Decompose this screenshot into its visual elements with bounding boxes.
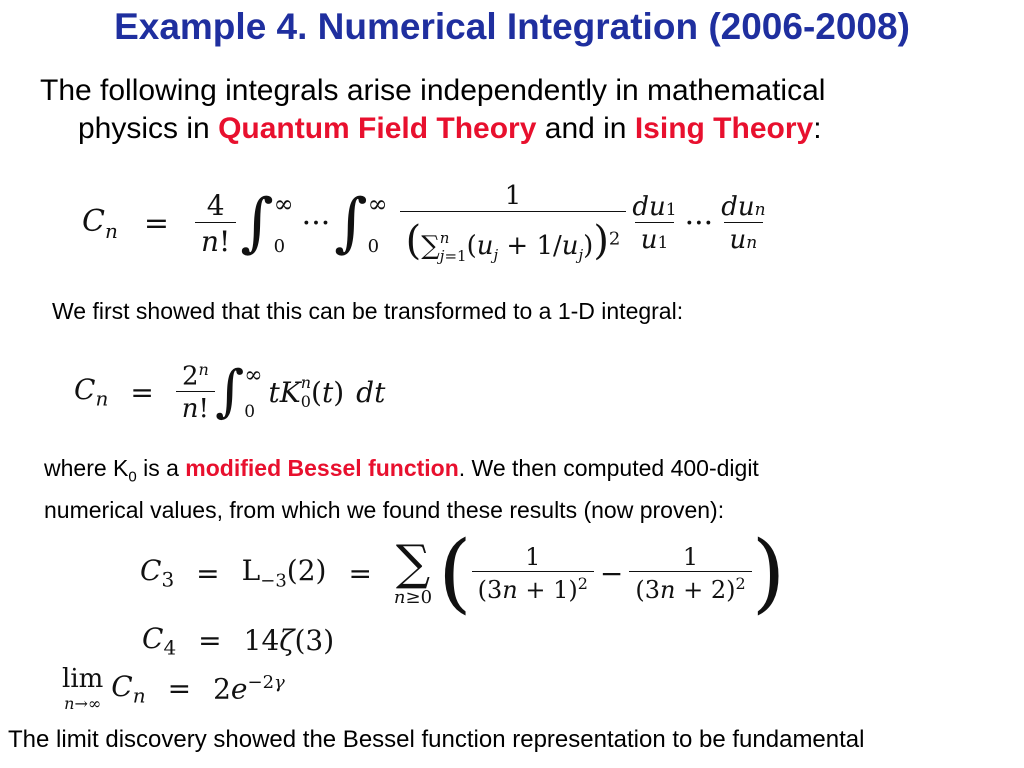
slide-title: Example 4. Numerical Integration (2006-2008) [114, 6, 910, 47]
equation-c4: $C_4$ = 14ζ(3) [142, 622, 335, 660]
footer-statement: The limit discovery showed the Bessel function representation to be fundamental [8, 726, 865, 753]
transform-note: We first showed that this can be transformed to a 1-D integral: [52, 298, 684, 324]
intro-paragraph [40, 72, 825, 148]
bessel-middle: is a [136, 455, 186, 481]
bessel-suffix: . We then computed 400-digit [458, 455, 759, 481]
ising-theory-term: Ising Theory [634, 112, 814, 145]
bessel-paragraph [44, 452, 759, 526]
bessel-prefix: where K [44, 455, 129, 481]
bessel-line-1 [44, 452, 759, 494]
bessel-subscript: 0 [128, 468, 137, 486]
intro-line-2-prefix: physics in [78, 112, 219, 145]
intro-line-1: The following integrals arise independently in mathematical [40, 74, 826, 107]
intro-line-2-suffix: : [813, 112, 822, 145]
equation-cn-multidim-integral: $C_n$ = $\frac{4}{n!}$ ∫ ∞ 0 ··· ∫ ∞ 0 1 (∑ n j=1 $(u_j + 1/u_j))^2$ $\frac{du1}{u1}$ ··· $\frac{\text{dun}}{un}$ [82, 181, 766, 265]
bessel-line-2: numerical values, from which we found these results (now proven): [44, 496, 725, 523]
quantum-field-theory-term: Quantum Field Theory [218, 112, 537, 145]
intro-line-2-middle: and in [536, 112, 635, 145]
equation-c3: $C_3$ = $L_{-3}(2)$ = ∑ n≥0 ( $\frac{1}{(3n + 1)^2}$ − $\frac{1}{(3n + 2)^2}$ ) [140, 523, 786, 623]
modified-bessel-function-term: modified Bessel function [185, 455, 459, 481]
intro-line-2 [40, 110, 825, 148]
equation-cn-bessel-integral: $C_n$ = $\frac{2^n}{n!}$ ∫ ∞ 0 tK n 0 ( t ) dt [74, 359, 386, 425]
equation-limit: lim n→∞ $C_n$ = $2e^{-2\gamma}$ [62, 664, 285, 713]
